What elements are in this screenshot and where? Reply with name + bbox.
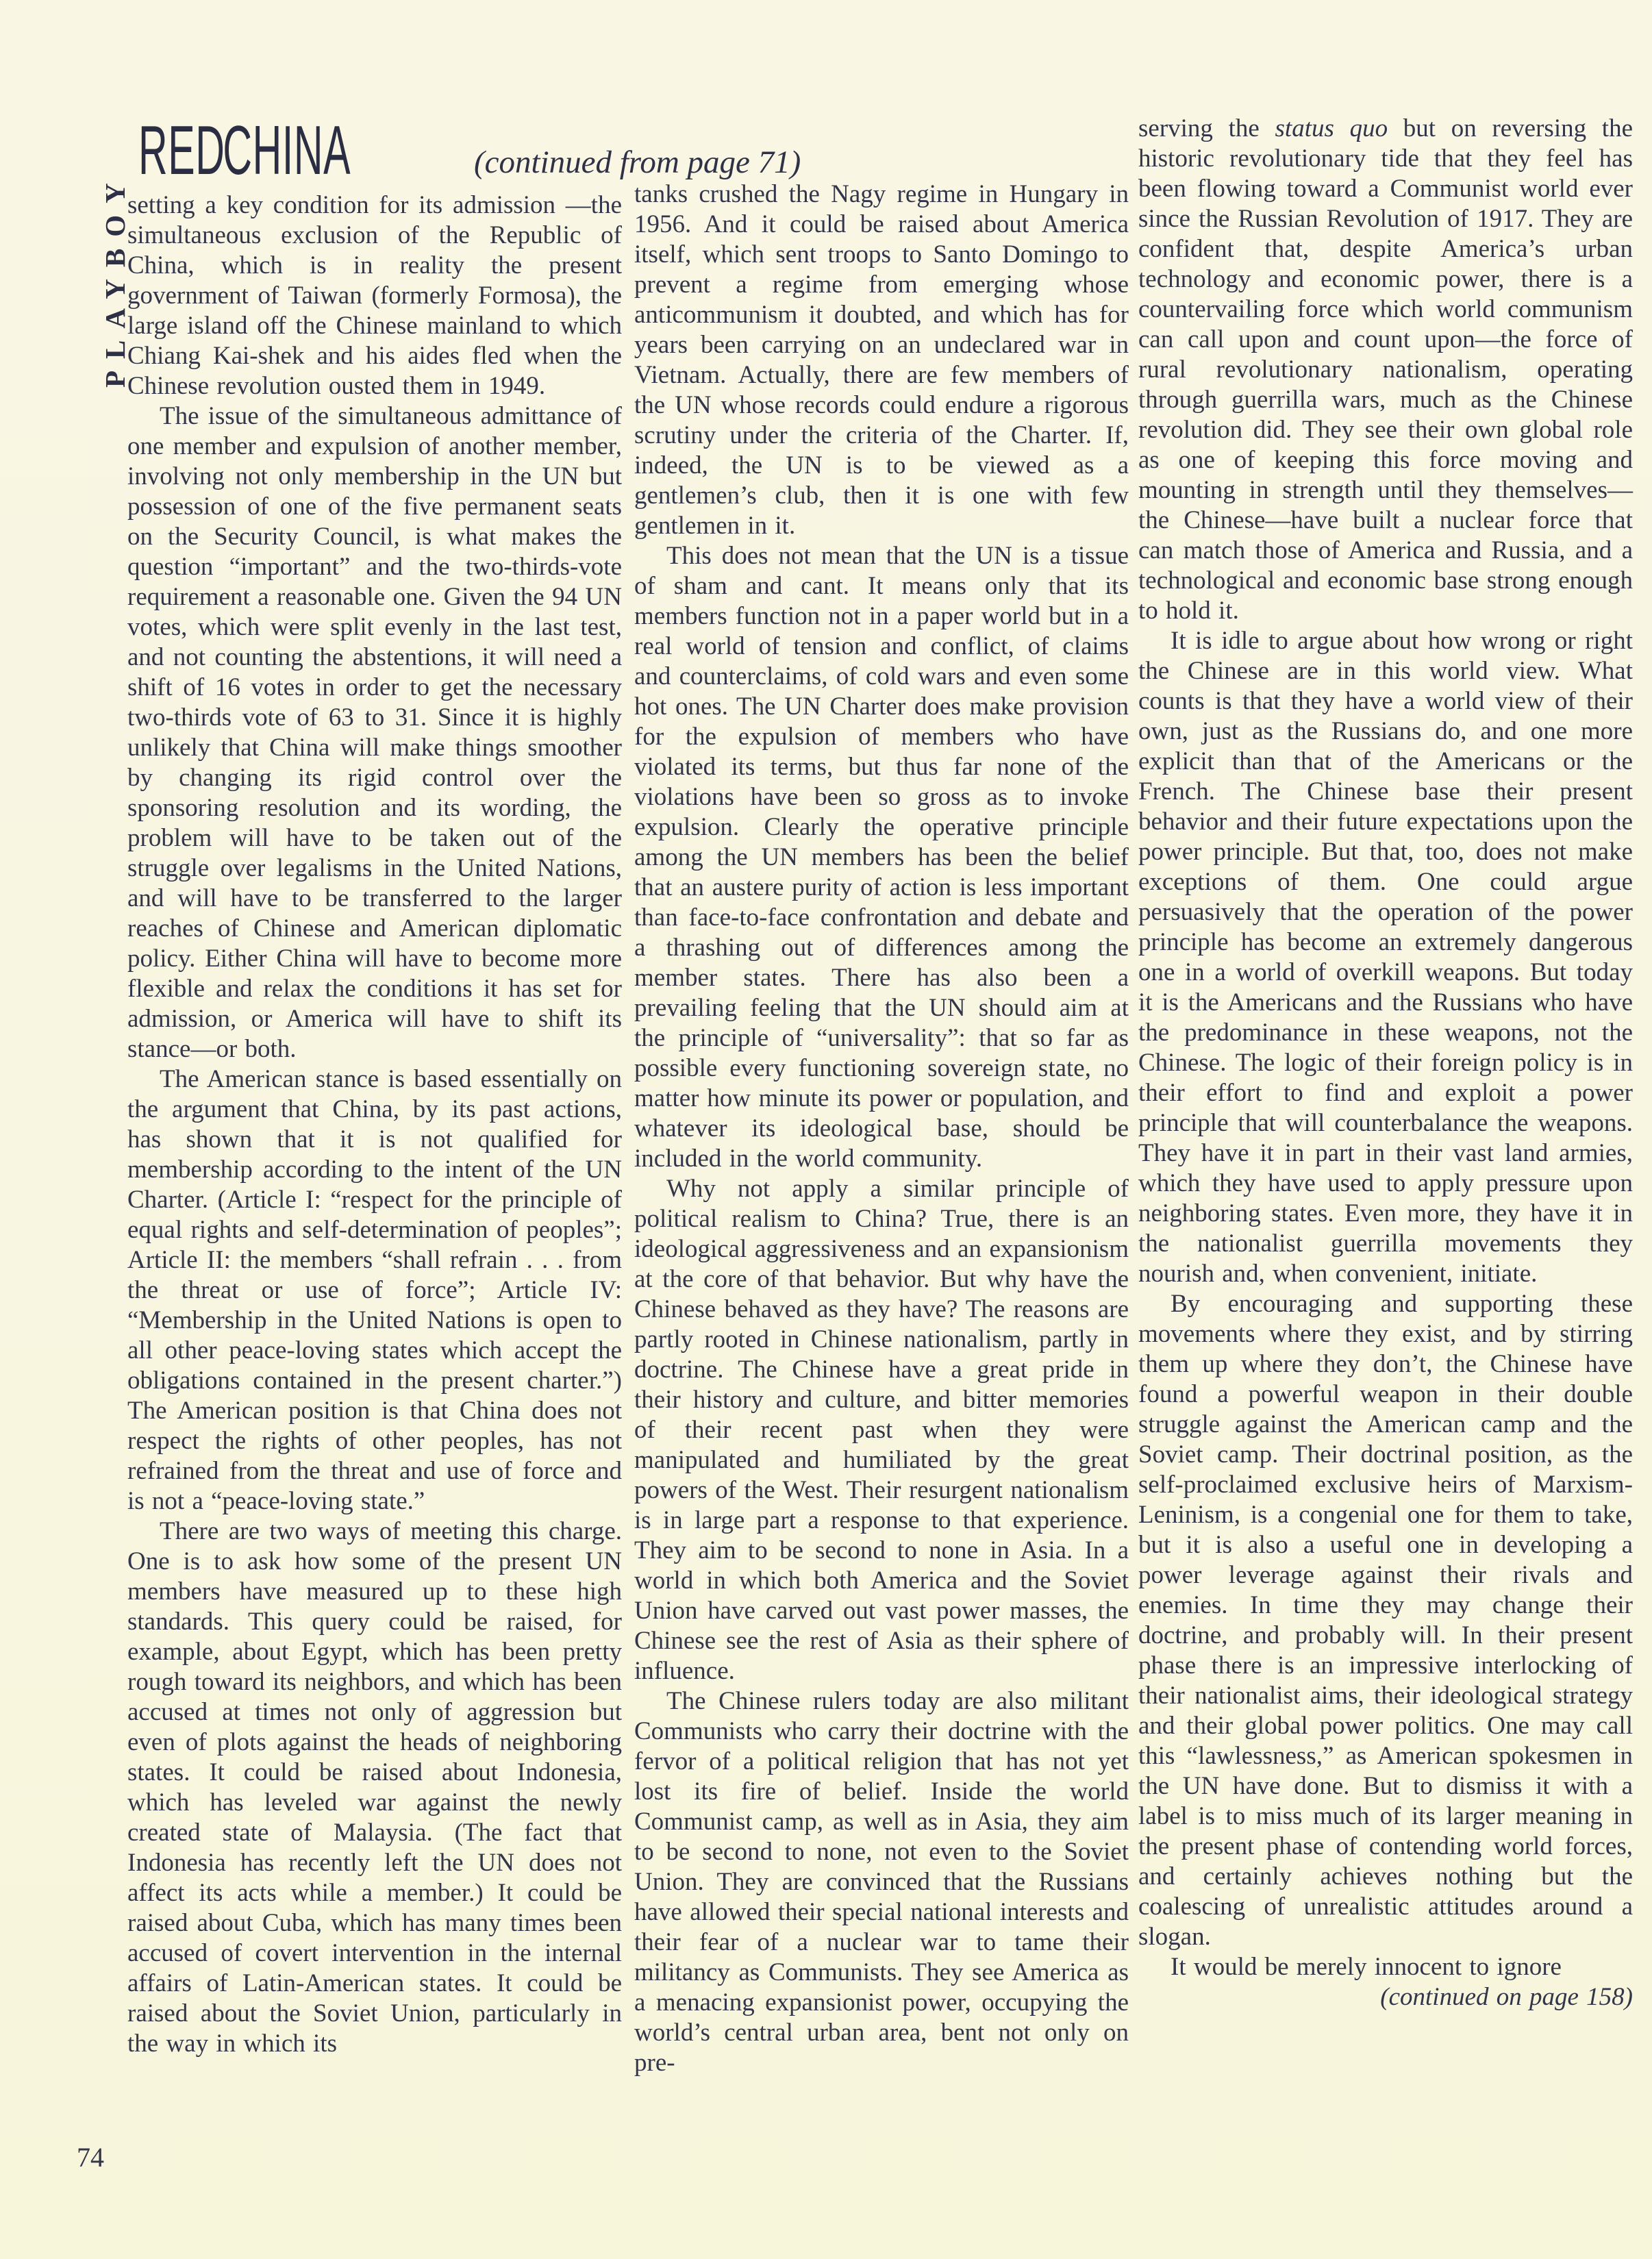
- text-segment: The Chinese rulers today are also militant Communists who carry their doctrine with the fervor of a political religion that has not yet lost its fire of belief. Inside the world Communist camp, as well as in Asia, they aim to be second to none, not even to the Soviet Union. They are convinced that the Russians have allowed their special national interests and their fear of a nuclear war to tame their militancy as Communists. They see America as a menacing expansionist power, occupying the world’s central urban area, bent not only on pre-: [634, 1687, 1129, 2077]
- continued-on-note: [1138, 1982, 1633, 2012]
- text-segment: tanks crushed the Nagy regime in Hungary in 1956. And it could be raised about America itself, which sent troops to Santo Domingo to prevent a regime from emerging whose anticommunism it doubted, and which has for years been carrying on an undeclared war in Vietnam. Actually, there are few members of the UN whose records could endure a rigorous scrutiny under the criteria of the Charter. If, indeed, the UN is to be viewed as a gentlemen’s club, then it is one with few gentlemen in it.: [634, 180, 1129, 540]
- article-paragraph: [127, 1517, 622, 2059]
- text-segment: It is idle to argue about how wrong or right the Chinese are in this world view. What counts is that they have a world view of their own, just as the Russians do, and one more explicit than that of the Americans or the French. The Chinese base their present behavior and their future expectations upon the power principle. But that, too, does not make exceptions of them. One could argue persuasively that the operation of the power principle has become an extremely dangerous one in a world of overkill weapons. But today it is the Americans and the Russians who have the predominance in these weapons, not the Chinese. The logic of their foreign policy is in their effort to find and exploit a power principle that will counterbalance the weapons. They have it in part in their vast land armies, which they have used to apply pressure upon neighboring states. Even more, they have it in the nationalist guerrilla movements they nourish and, when convenient, initiate.: [1138, 627, 1633, 1288]
- masthead-vertical-playboy: PLAYBOY: [99, 171, 131, 388]
- article-paragraph: [1138, 626, 1633, 1289]
- page-number: 74: [77, 2142, 104, 2173]
- text-segment: but on reversing the historic revolutionary tide that they feel has been flowing toward a Communist world ever since the Russian Revolution of 1917. They are confident that, despite America’s urban technology and economic power, there is a countervailing force which world communism can call upon and count upon—the force of rural revolutionary nationalism, operating through guerrilla wars, much as the Chinese revolution did. They see their own global role as one of keeping this force moving and mounting in strength until they themselves—the Chinese—have built a nuclear force that can match those of America and Russia, and a technological and economic base strong enough to hold it.: [1138, 114, 1634, 625]
- continued-from-note: (continued from page 71): [474, 145, 801, 180]
- article-paragraph: [634, 179, 1129, 541]
- text-segment: This does not mean that the UN is a tissue of sham and cant. It means only that its members function not in a paper world but in a real world of tension and conflict, of claims and counterclaims, of cold wars and even some hot ones. The UN Charter does make provision for the expulsion of members who have violated its terms, but thus far none of the violations have been so gross as to invoke expulsion. Clearly the operative principle among the UN members has been the belief that an austere purity of action is less important than face-to-face confrontation and debate and a thrashing out of differences among the member states. There has also been a prevailing feeling that the UN should aim at the principle of “universality”: that so far as possible every functioning sovereign state, no matter how minute its power or population, and whatever its ideological base, should be included in the world community.: [634, 542, 1129, 1173]
- text-column-3: [1138, 114, 1633, 2189]
- text-segment: (continued on page 158): [1380, 1983, 1633, 2011]
- article-paragraph: [127, 401, 622, 1064]
- text-segment: By encouraging and supporting these movements where they exist, and by stirring them up where they don’t, the Chinese have found a powerful weapon in their double struggle against the American camp and the Soviet camp. Their doctrinal position, as the self-proclaimed exclusive heirs of Marxism-Leninism, is a congenial one for them to take, but it is also a useful one in developing a power leverage against their rivals and enemies. In time they may change their doctrine, and probably will. In their present phase there is an impressive interlocking of their nationalist aims, their ideological strategy and their global power politics. One may call this “lawlessness,” as American spokesmen in the UN have done. But to dismiss it with a label is to miss much of its larger meaning in the present phase of contending world forces, and certainly achieves nothing but the coalescing of unrealistic attitudes around a slogan.: [1138, 1290, 1633, 1951]
- text-segment: serving the: [1138, 114, 1275, 142]
- article-paragraph: [634, 541, 1129, 1174]
- text-column-1: [127, 190, 622, 2187]
- article-paragraph: [634, 1686, 1129, 2078]
- text-segment: There are two ways of meeting this charge. One is to ask how some of the present UN members have measured up to these high standards. This query could be raised, for example, about Egypt, which has been pretty rough toward its neighbors, and which has been accused at times not only of aggression but even of plots against the heads of neighboring states. It could be raised about Indonesia, which has leveled war against the newly created state of Malaysia. (The fact that Indonesia has recently left the UN does not affect its acts while a member.) It could be raised about Cuba, which has many times been accused of covert intervention in the internal affairs of Latin-American states. It could be raised about the Soviet Union, particularly in the way in which its: [127, 1517, 622, 2058]
- article-paragraph: [1138, 1952, 1633, 1982]
- article-paragraph: [127, 190, 622, 401]
- text-segment: It would be merely innocent to ignore: [1171, 1953, 1562, 1981]
- text-segment: The American stance is based essentially on the argument that China, by its past actions, has shown that it is not qualified for membership according to the intent of the UN Charter. (Article I: “respect for the principle of equal rights and self-determination of peoples”; Article II: the members “shall refrain . . . from the threat or use of force”; Article IV: “Membership in the United Nations is open to all other peace-loving states which accept the obligations contained in the present charter.”) The American position is that China does not respect the rights of other peoples, has not refrained from the threat and use of force and is not a “peace-loving state.”: [127, 1065, 622, 1515]
- article-paragraph: [127, 1064, 622, 1517]
- text-segment: The issue of the simultaneous admittance of one member and expulsion of another member, involving not only membership in the UN but possession of one of the five permanent seats on the Security Council, is what makes the question “important” and the two-thirds-vote requirement a reasonable one. Given the 94 UN votes, which were split evenly in the last test, and not counting the abstentions, it will need a shift of 16 votes in order to get the necessary two-thirds vote of 63 to 31. Since it is highly unlikely that China will make things smoother by changing its rigid control over the sponsoring resolution and its wording, the problem will have to be taken out of the struggle over legalisms in the United Nations, and will have to be transferred to the larger reaches of Chinese and American diplomatic policy. Either China will have to become more flexible and relax the conditions it has set for admission, or America will have to shift its stance—or both.: [127, 402, 622, 1063]
- article-paragraph: [634, 1174, 1129, 1686]
- article-title: RED CHINA: [138, 112, 351, 189]
- text-segment: setting a key condition for its admission —the simultaneous exclusion of the Republic of China, which is in reality the present government of Taiwan (formerly Formosa), the large island off the Chinese mainland to which Chiang Kai-shek and his aides fled when the Chinese revolution ousted them in 1949.: [127, 191, 622, 400]
- text-column-2: [634, 179, 1129, 2186]
- article-paragraph: [1138, 1289, 1633, 1952]
- text-segment: Why not apply a similar principle of political realism to China? True, there is an ideological aggressiveness and an expansionism at the core of that behavior. But why have the Chinese behaved as they have? The reasons are partly rooted in Chinese nationalism, partly in doctrine. The Chinese have a great pride in their history and culture, and bitter memories of their recent past when they were manipulated and humiliated by the great powers of the West. Their resurgent nationalism is in large part a response to that experience. They aim to be second to none in Asia. In a world in which both America and the Soviet Union have carved out vast power masses, the Chinese see the rest of Asia as their sphere of influence.: [634, 1175, 1129, 1685]
- italic-phrase: status quo: [1275, 114, 1388, 142]
- article-paragraph: [1138, 114, 1633, 626]
